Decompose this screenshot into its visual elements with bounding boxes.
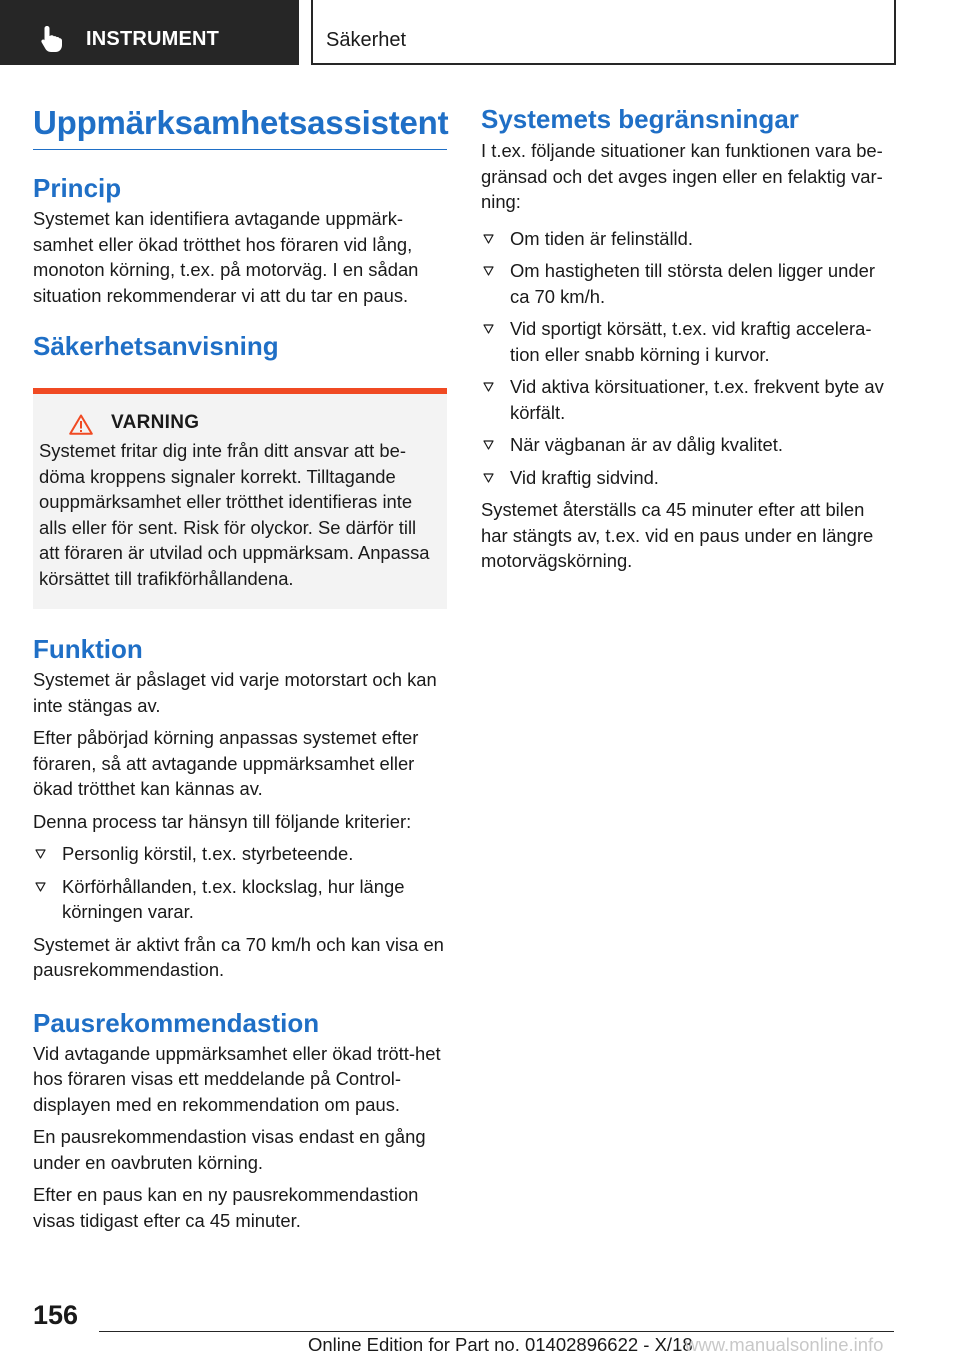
paus-p2: En pausrekommendastion visas endast en gång under en oavbruten körning. bbox=[33, 1126, 426, 1173]
princip-heading: Princip bbox=[33, 173, 122, 203]
triangle-bullet-icon bbox=[483, 473, 494, 483]
funktion-p1: Systemet är påslaget vid varje motorstart och kan inte stängas av. bbox=[33, 669, 437, 716]
limits-heading: Systemets begränsningar bbox=[481, 104, 799, 134]
list-item: Körförhållanden, t.ex. klockslag, hur länge körningen varar. bbox=[33, 874, 447, 925]
funktion-p2: Efter påbörjad körning anpassas systemet efter föraren, så att avtagande uppmärksamhet eller ökad trötthet kan kännas av. bbox=[33, 727, 419, 799]
warning-triangle-icon bbox=[69, 414, 93, 435]
safety-heading: Säkerhetsanvisning bbox=[33, 331, 279, 361]
funktion-p4: Systemet är aktivt från ca 70 km/h och kan visa en pausrekommendastion. bbox=[33, 933, 444, 980]
triangle-bullet-icon bbox=[483, 266, 494, 276]
warning-box bbox=[33, 388, 447, 609]
paus-p1: Vid avtagande uppmärksamhet eller ökad trött-het hos föraren visas ett meddelande på Control-displayen med en rekommendation om paus. bbox=[33, 1042, 441, 1115]
triangle-bullet-icon bbox=[35, 882, 46, 892]
header-section-label: INSTRUMENT bbox=[86, 28, 220, 50]
triangle-bullet-icon bbox=[483, 324, 494, 334]
header-chapter-label: Säkerhet bbox=[326, 29, 407, 51]
limits-intro: I t.ex. följande situationer kan funktionen vara be-gränsad och det avges ingen eller en felaktig var-ning: bbox=[481, 140, 883, 212]
right-column bbox=[481, 100, 895, 574]
header-chapter-box bbox=[311, 0, 896, 65]
list-item: Vid kraftig sidvind. bbox=[481, 465, 895, 491]
warning-label: VARNING bbox=[111, 412, 200, 433]
princip-text: Systemet kan identifiera avtagande uppmärk-samhet eller ökad trötthet hos föraren vid lång, monoton körning, t.ex. på motorväg. I en sådan situation rekommenderar vi att du tar en paus. bbox=[33, 208, 419, 306]
paus-heading: Pausrekommendastion bbox=[33, 1007, 320, 1038]
triangle-bullet-icon bbox=[35, 849, 46, 859]
watermark: www.manualsonline.info bbox=[685, 1334, 884, 1355]
left-column bbox=[33, 100, 447, 1233]
warning-header bbox=[89, 412, 441, 434]
funktion-p3: Denna process tar hänsyn till följande kriterier: bbox=[33, 810, 412, 832]
footer-divider bbox=[99, 1331, 894, 1332]
triangle-bullet-icon bbox=[483, 440, 494, 450]
list-item: Om tiden är felinställd. bbox=[481, 226, 895, 252]
pointing-hand-icon bbox=[38, 24, 66, 54]
list-item: Om hastigheten till största delen ligger under ca 70 km/h. bbox=[481, 258, 895, 309]
limits-outro: Systemet återställs ca 45 minuter efter att bilen har stängts av, t.ex. vid en paus under en längre motorvägskörning. bbox=[481, 499, 874, 571]
list-item: Vid aktiva körsituationer, t.ex. frekvent byte av körfält. bbox=[481, 374, 895, 425]
footer-edition: Online Edition for Part no. 01402896622 - X/18 bbox=[308, 1334, 693, 1355]
limits-list bbox=[481, 226, 895, 491]
warning-text: Systemet fritar dig inte från ditt ansvar att be-döma kroppens signaler korrekt. Tilltagande ouppmärksamhet eller trötthet identifieras inte alls eller för sent. Risk för olyckor. Se därför till att föraren är utvilad och uppmärksam. Anpassa körsättet till trafikförhållandena. bbox=[39, 440, 430, 589]
page-number: 156 bbox=[33, 1300, 79, 1330]
paus-p3: Efter en paus kan en ny pausrekommendastion visas tidigast efter ca 45 minuter. bbox=[33, 1184, 419, 1231]
triangle-bullet-icon bbox=[483, 234, 494, 244]
triangle-bullet-icon bbox=[483, 382, 494, 392]
funktion-heading: Funktion bbox=[33, 634, 143, 664]
header-section-tab bbox=[0, 0, 299, 65]
list-item: Vid sportigt körsätt, t.ex. vid kraftig accelera-tion eller snabb körning i kurvor. bbox=[481, 316, 895, 367]
funktion-list bbox=[33, 841, 447, 925]
list-item: Personlig körstil, t.ex. styrbeteende. bbox=[33, 841, 447, 867]
page-title: Uppmärksamhetsassistent bbox=[33, 100, 447, 150]
list-item: När vägbanan är av dålig kvalitet. bbox=[481, 432, 895, 458]
